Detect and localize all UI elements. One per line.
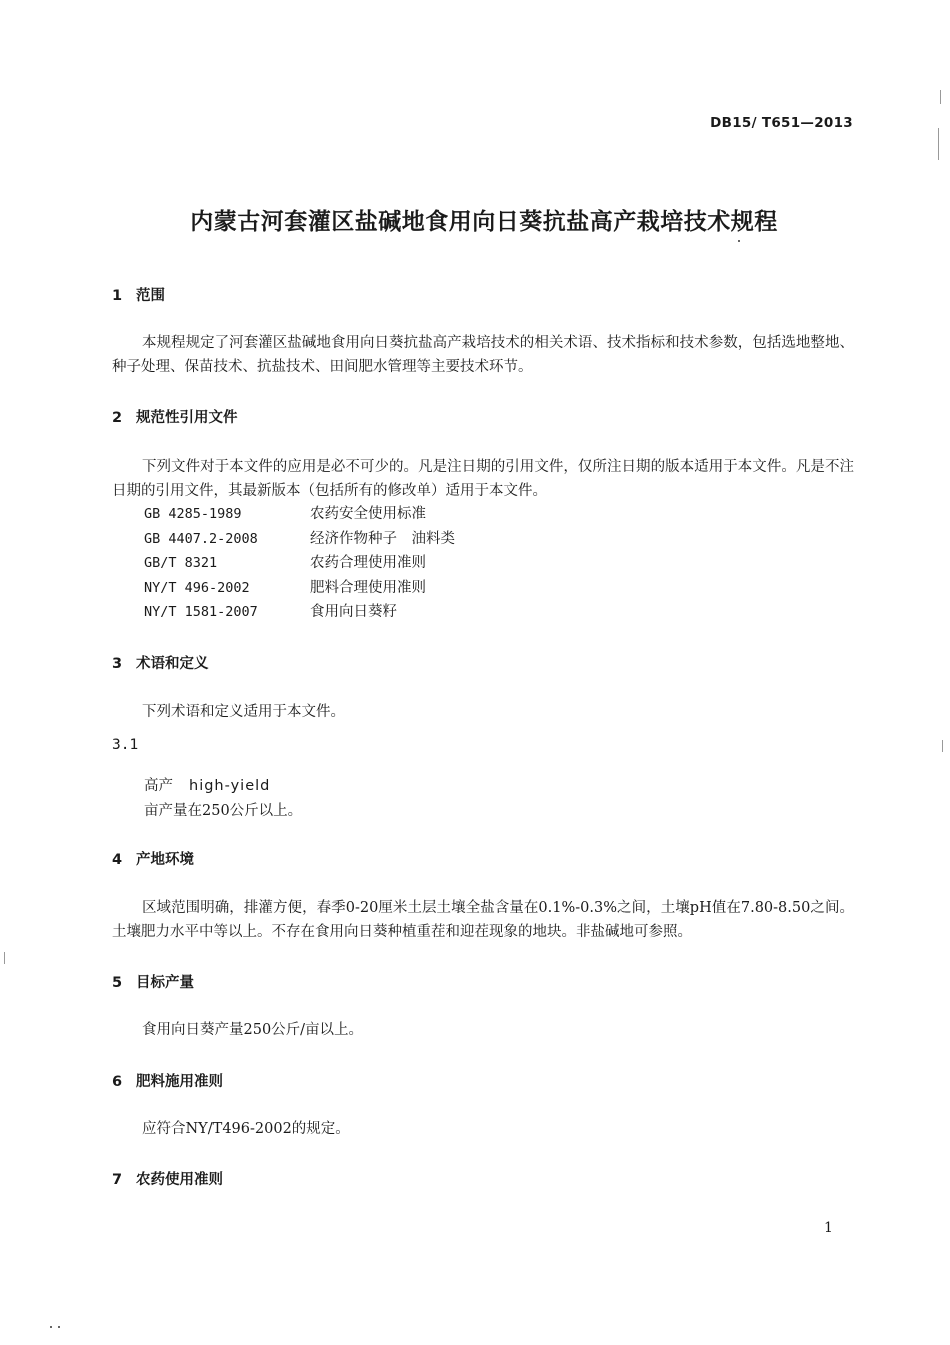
section-title: 范围 (136, 288, 165, 304)
reference-code: GB/T 8321 (144, 555, 218, 571)
section-heading-7 (112, 1168, 223, 1189)
section-number: 1 (112, 288, 123, 304)
term-english: high-yield (189, 778, 271, 794)
reference-row (144, 502, 455, 527)
reference-title: 农药安全使用标准 (310, 506, 426, 522)
scan-speck (738, 240, 740, 242)
term-definition: 亩产量在250公斤以上。 (144, 803, 303, 819)
section-heading-4 (112, 848, 194, 869)
reference-title: 肥料合理使用准则 (310, 579, 426, 596)
document-title: 内蒙古河套灌区盐碱地食用向日葵抗盐高产栽培技术规程 (190, 209, 778, 235)
section-title: 农药使用准则 (136, 1172, 223, 1188)
section-heading-5 (112, 971, 194, 992)
reference-title: 经济作物种子 油料类 (310, 530, 455, 547)
section-heading-2 (112, 406, 238, 427)
section-title: 目标产量 (136, 975, 194, 991)
reference-title: 食用向日葵籽 (310, 604, 397, 620)
scan-edge-mark (942, 740, 943, 752)
section-number: 2 (112, 410, 123, 426)
term-chinese: 高产 (144, 778, 173, 794)
section-number: 4 (112, 852, 123, 868)
section-4-paragraph: 区域范围明确，排灌方便，春季0-20厘米土层土壤全盐含量在0.1%-0.3%之间，土壤pH值在7.80-8.50之间。土壤肥力水平中等以上。不存在食用向日葵种植重茬和迎茬现象的地块。非盐碱地可参照。 (112, 900, 854, 940)
section-number: 5 (112, 975, 123, 991)
section-title: 规范性引用文件 (136, 410, 238, 426)
reference-row (144, 576, 455, 601)
scan-speck (50, 1326, 52, 1328)
page-number: 1 (824, 1220, 833, 1236)
section-title: 术语和定义 (136, 656, 209, 672)
scan-edge-mark (938, 128, 939, 160)
scan-edge-mark (4, 952, 5, 964)
section-title: 产地环境 (136, 852, 194, 868)
scan-edge-mark (940, 90, 941, 104)
section-5-paragraph: 食用向日葵产量250公斤/亩以上。 (142, 1022, 364, 1038)
subsection-number: 3.1 (112, 737, 139, 753)
scan-speck (58, 1326, 60, 1328)
reference-row (144, 600, 455, 625)
normative-reference-list (144, 502, 455, 625)
section-number: 7 (112, 1172, 123, 1188)
section-title: 肥料施用准则 (136, 1074, 223, 1090)
reference-title: 农药合理使用准则 (310, 555, 426, 571)
standard-number: DB15/ T651—2013 (710, 115, 853, 131)
reference-code: NY/T 1581-2007 (144, 604, 258, 620)
reference-code: GB 4285-1989 (144, 506, 242, 522)
section-number: 3 (112, 656, 123, 672)
reference-code: GB 4407.2-2008 (144, 530, 258, 547)
term-entry (144, 774, 270, 795)
section-heading-1 (112, 284, 165, 305)
section-heading-3 (112, 652, 209, 673)
section-number: 6 (112, 1074, 123, 1090)
section-heading-6 (112, 1070, 223, 1091)
section-6-paragraph: 应符合NY/T496-2002的规定。 (142, 1121, 350, 1137)
section-2-paragraph: 下列文件对于本文件的应用是必不可少的。凡是注日期的引用文件，仅所注日期的版本适用于本文件。凡是不注日期的引用文件，其最新版本（包括所有的修改单）适用于本文件。 (112, 459, 854, 499)
section-3-paragraph: 下列术语和定义适用于本文件。 (142, 704, 345, 720)
reference-row (144, 551, 455, 576)
reference-row (144, 527, 455, 552)
reference-code: NY/T 496-2002 (144, 579, 250, 596)
section-1-paragraph: 本规程规定了河套灌区盐碱地食用向日葵抗盐高产栽培技术的相关术语、技术指标和技术参数，包括选地整地、种子处理、保苗技术、抗盐技术、田间肥水管理等主要技术环节。 (112, 335, 854, 375)
